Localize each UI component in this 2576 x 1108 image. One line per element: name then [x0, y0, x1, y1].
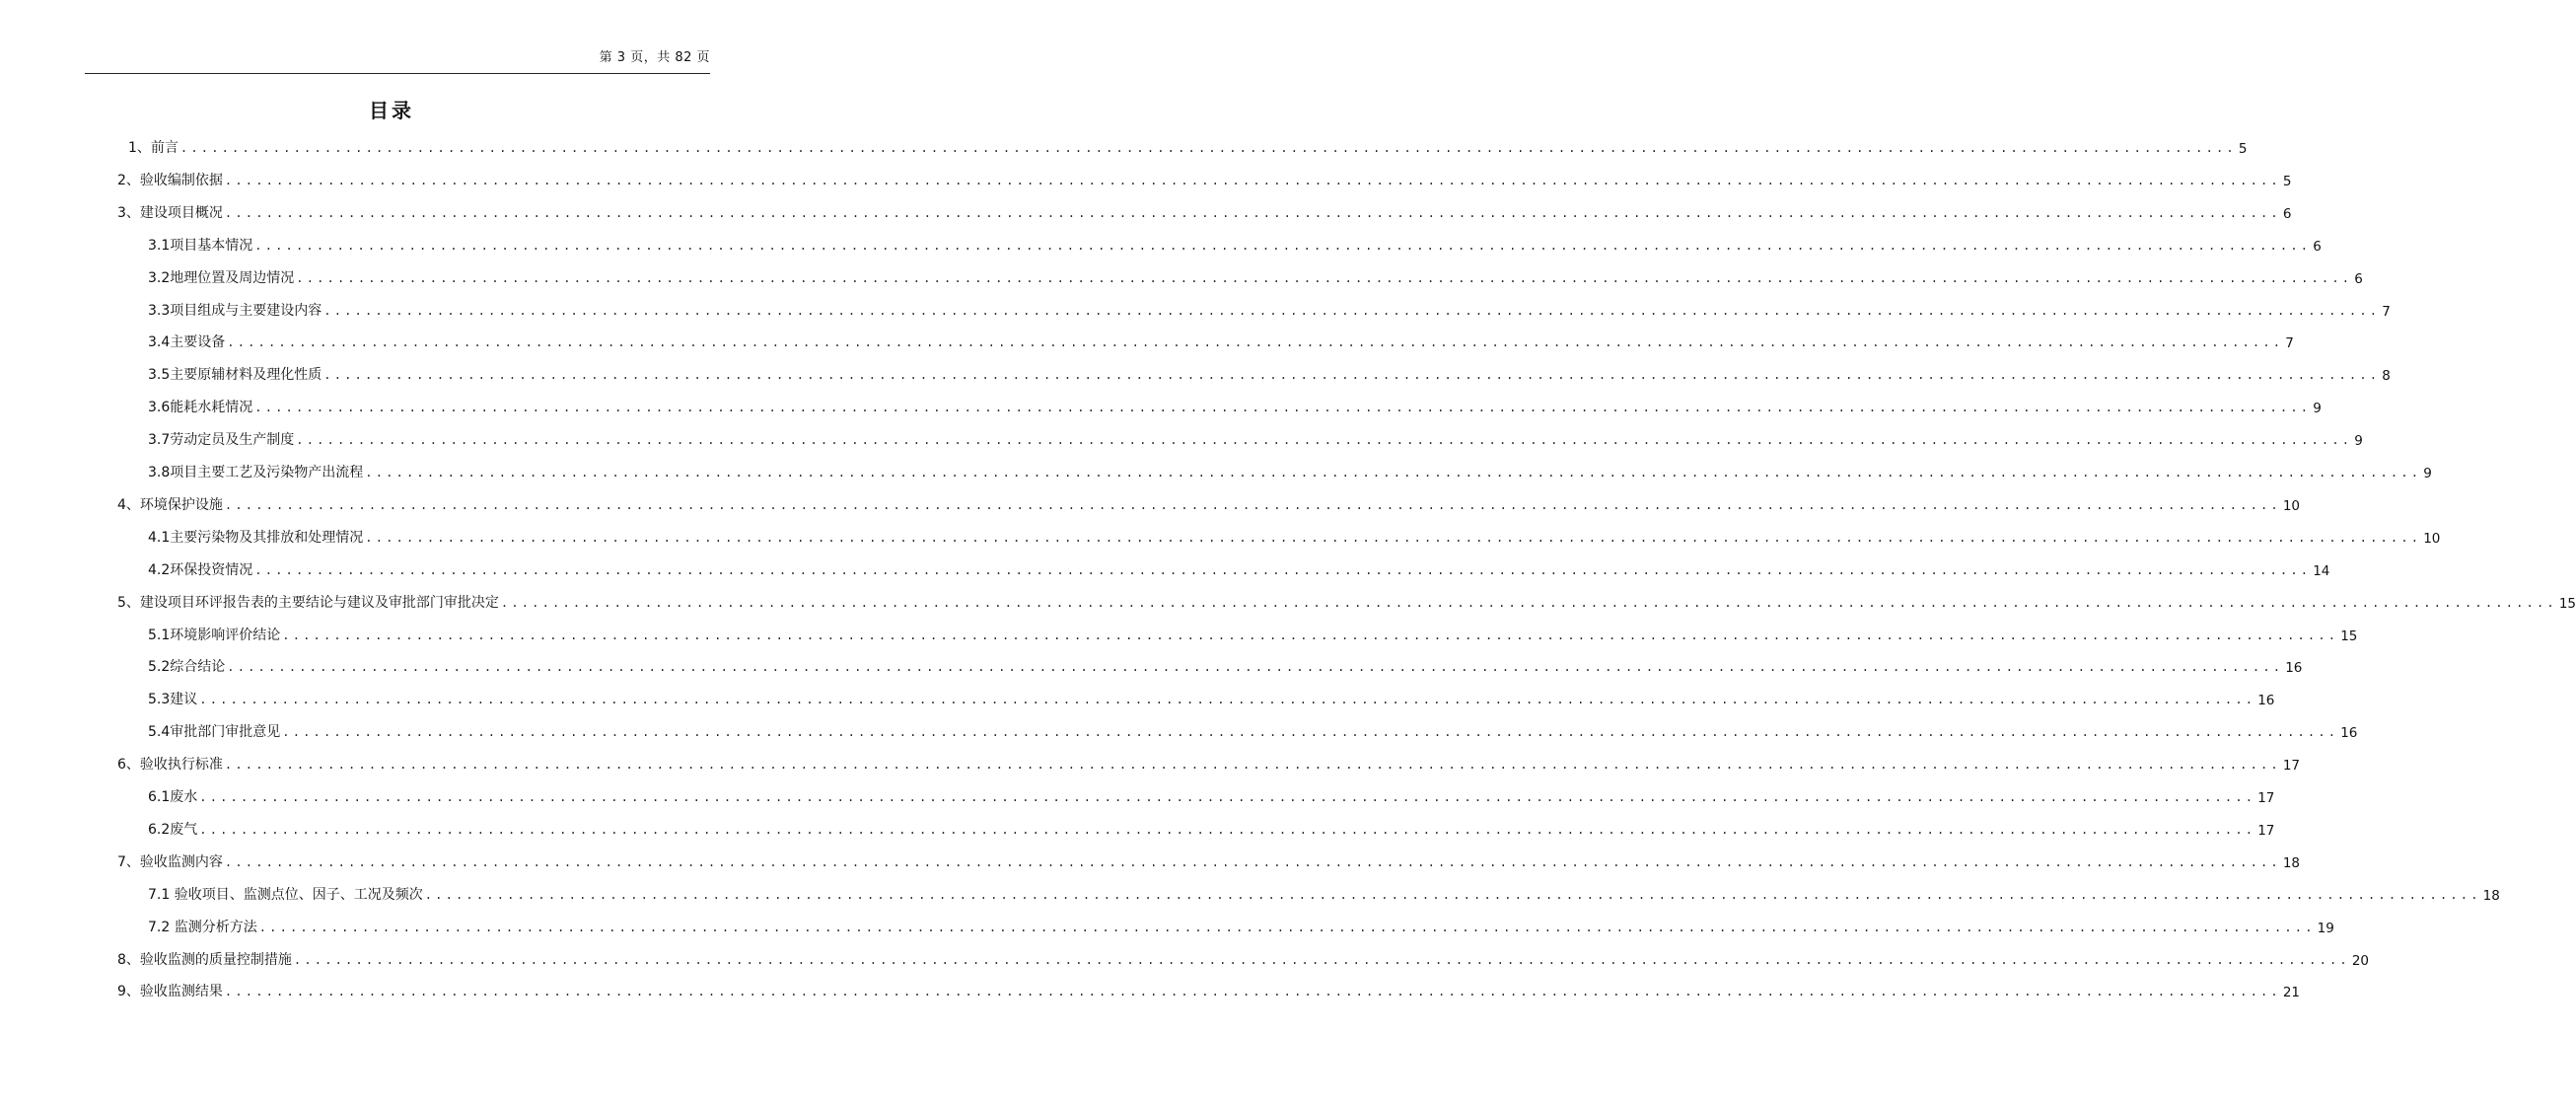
- toc-entry-page: 10: [2282, 497, 2301, 514]
- toc-entry-label: 2、验收编制依据: [117, 172, 223, 188]
- toc-dot-leader: ........................................................................................................................................................................................................: [323, 368, 2381, 383]
- toc-entry[interactable]: [117, 947, 2370, 969]
- toc-entry[interactable]: [148, 298, 2391, 320]
- toc-entry-label: 3.2地理位置及周边情况: [148, 269, 295, 286]
- toc-entry-page: 5: [2238, 141, 2248, 157]
- toc-entry-page: 9: [2423, 466, 2432, 481]
- toc-entry-page: 16: [2340, 725, 2358, 742]
- toc-dot-leader: ........................................................................................................................................................................................................: [179, 141, 2237, 155]
- toc-dot-leader: ........................................................................................................................................................................................................: [254, 238, 2312, 253]
- toc-entry-label: 3.4主要设备: [148, 334, 226, 351]
- toc-entry-label: 4.1主要污染物及其排放和处理情况: [148, 529, 364, 546]
- toc-dot-leader: ........................................................................................................................................................................................................: [365, 466, 2422, 480]
- toc-entry[interactable]: [148, 654, 2303, 677]
- toc-entry-label: 3.8项目主要工艺及污染物产出流程: [148, 465, 364, 480]
- toc-entry[interactable]: [117, 752, 2301, 775]
- toc-dot-leader: ........................................................................................................................................................................................................: [282, 725, 2339, 740]
- toc-dot-leader: ........................................................................................................................................................................................................: [224, 985, 2281, 999]
- toc-entry-label: 6、验收执行标准: [117, 757, 223, 774]
- toc-dot-leader: ........................................................................................................................................................................................................: [258, 920, 2316, 934]
- toc-entry[interactable]: [148, 784, 2275, 806]
- toc-dot-leader: ........................................................................................................................................................................................................: [254, 401, 2312, 415]
- toc-entry[interactable]: [148, 882, 2500, 904]
- toc-entry-page: 16: [2257, 693, 2275, 709]
- toc-entry[interactable]: [117, 168, 2292, 189]
- toc-entry[interactable]: [117, 849, 2301, 871]
- toc-entry-label: 1、前言: [128, 140, 179, 156]
- toc-entry-label: 9、验收监测结果: [117, 984, 223, 1000]
- toc-entry[interactable]: [148, 427, 2363, 450]
- toc-entry[interactable]: [148, 330, 2294, 352]
- toc-entry[interactable]: [128, 135, 2248, 157]
- toc-entry-page: 9: [2313, 401, 2322, 417]
- toc-entry-label: 5.3建议: [148, 692, 198, 708]
- toc-dot-leader: ........................................................................................................................................................................................................: [227, 335, 2284, 350]
- toc-dot-leader: ........................................................................................................................................................................................................: [224, 758, 2281, 773]
- toc-entry-label: 7.2 监测分析方法: [148, 919, 257, 935]
- toc-entry-label: 3.7劳动定员及生产制度: [148, 432, 295, 449]
- toc-entry-label: 7、验收监测内容: [117, 853, 223, 870]
- toc-entry[interactable]: [148, 623, 2358, 644]
- toc-entry-label: 8、验收监测的质量控制措施: [117, 951, 292, 968]
- toc-entry[interactable]: [148, 719, 2358, 742]
- toc-entry[interactable]: [148, 817, 2275, 839]
- toc-dot-leader: ........................................................................................................................................................................................................: [293, 952, 2350, 967]
- toc-entry-page: 7: [2285, 335, 2294, 352]
- toc-dot-leader: ........................................................................................................................................................................................................: [500, 595, 2557, 610]
- page-header: [85, 43, 710, 74]
- toc-entry-page: 18: [2282, 854, 2301, 871]
- toc-entry-label: 6.2废气: [148, 821, 198, 838]
- toc-entry[interactable]: [117, 590, 2576, 612]
- toc-entry[interactable]: [148, 460, 2432, 481]
- toc-dot-leader: ........................................................................................................................................................................................................: [424, 887, 2481, 902]
- toc-entry[interactable]: [148, 915, 2334, 936]
- toc-entry-page: 17: [2282, 758, 2301, 775]
- toc-dot-leader: ........................................................................................................................................................................................................: [224, 854, 2281, 869]
- toc-entry-label: 7.1 验收项目、监测点位、因子、工况及频次: [148, 886, 423, 903]
- toc-dot-leader: ........................................................................................................................................................................................................: [227, 660, 2284, 675]
- toc-dot-leader: ........................................................................................................................................................................................................: [296, 433, 2353, 448]
- toc-entry-page: 20: [2351, 952, 2370, 969]
- toc-entry-label: 5.4审批部门审批意见: [148, 724, 281, 741]
- toc-entry-label: 3.5主要原辅材料及理化性质: [148, 367, 322, 384]
- toc-entry-page: 10: [2423, 530, 2441, 547]
- toc-entry-label: 5.1环境影响评价结论: [148, 627, 281, 643]
- toc-title: 目录: [369, 99, 414, 122]
- toc-entry-label: 3.6能耗水耗情况: [148, 400, 253, 416]
- toc-entry-page: 6: [2282, 205, 2292, 222]
- toc-entry-page: 15: [2340, 628, 2358, 644]
- toc-entry[interactable]: [117, 979, 2301, 1001]
- toc-entry[interactable]: [148, 395, 2322, 417]
- toc-entry-label: 5.2综合结论: [148, 659, 226, 676]
- toc-entry-page: 17: [2257, 790, 2275, 806]
- toc-entry-label: 5、建设项目环评报告表的主要结论与建议及审批部门审批决定: [117, 594, 499, 611]
- toc-entry-page: 15: [2558, 595, 2576, 612]
- toc-entry[interactable]: [148, 233, 2322, 255]
- toc-entry-page: 18: [2482, 887, 2500, 904]
- toc-dot-leader: ........................................................................................................................................................................................................: [254, 562, 2312, 577]
- toc-dot-leader: ........................................................................................................................................................................................................: [282, 628, 2339, 642]
- toc-dot-leader: ........................................................................................................................................................................................................: [365, 530, 2422, 545]
- toc-entry-page: 21: [2282, 985, 2301, 1001]
- toc-entry-label: 4.2环保投资情况: [148, 561, 253, 578]
- toc-dot-leader: ........................................................................................................................................................................................................: [199, 693, 2256, 707]
- toc-entry-page: 6: [2354, 270, 2363, 287]
- toc-entry-page: 16: [2285, 660, 2303, 677]
- toc-entry-page: 19: [2317, 920, 2334, 936]
- toc-entry-label: 6.1废水: [148, 789, 198, 805]
- toc-dot-leader: ........................................................................................................................................................................................................: [224, 205, 2281, 220]
- toc-entry[interactable]: [148, 525, 2441, 547]
- toc-entry-page: 7: [2382, 303, 2391, 320]
- toc-entry-label: 3.1项目基本情况: [148, 237, 253, 254]
- toc-entry-page: 8: [2382, 368, 2391, 385]
- toc-dot-leader: ........................................................................................................................................................................................................: [199, 822, 2256, 837]
- toc-dot-leader: ........................................................................................................................................................................................................: [199, 790, 2256, 804]
- toc-entry-page: 6: [2313, 238, 2322, 255]
- toc-dot-leader: ........................................................................................................................................................................................................: [224, 173, 2281, 187]
- toc-entry[interactable]: [148, 265, 2363, 287]
- toc-entry[interactable]: [117, 492, 2301, 514]
- toc-dot-leader: ........................................................................................................................................................................................................: [296, 270, 2353, 285]
- toc-entry-page: 9: [2354, 433, 2363, 450]
- toc-entry-label: 3、建设项目概况: [117, 204, 223, 221]
- toc-dot-leader: ........................................................................................................................................................................................................: [323, 303, 2381, 318]
- toc-entry[interactable]: [117, 200, 2292, 222]
- page-number-info: 第 3 页，共 82 页: [599, 50, 710, 65]
- toc-entry[interactable]: [148, 557, 2330, 579]
- toc-entry-label: 3.3项目组成与主要建设内容: [148, 302, 322, 319]
- toc-entry-label: 4、环境保护设施: [117, 496, 223, 513]
- toc-entry-page: 5: [2282, 173, 2292, 189]
- toc-entry-page: 14: [2313, 562, 2330, 579]
- toc-dot-leader: ........................................................................................................................................................................................................: [224, 497, 2281, 512]
- toc-entry-page: 17: [2257, 822, 2275, 839]
- toc-entry[interactable]: [148, 362, 2391, 385]
- toc-entry[interactable]: [148, 687, 2275, 709]
